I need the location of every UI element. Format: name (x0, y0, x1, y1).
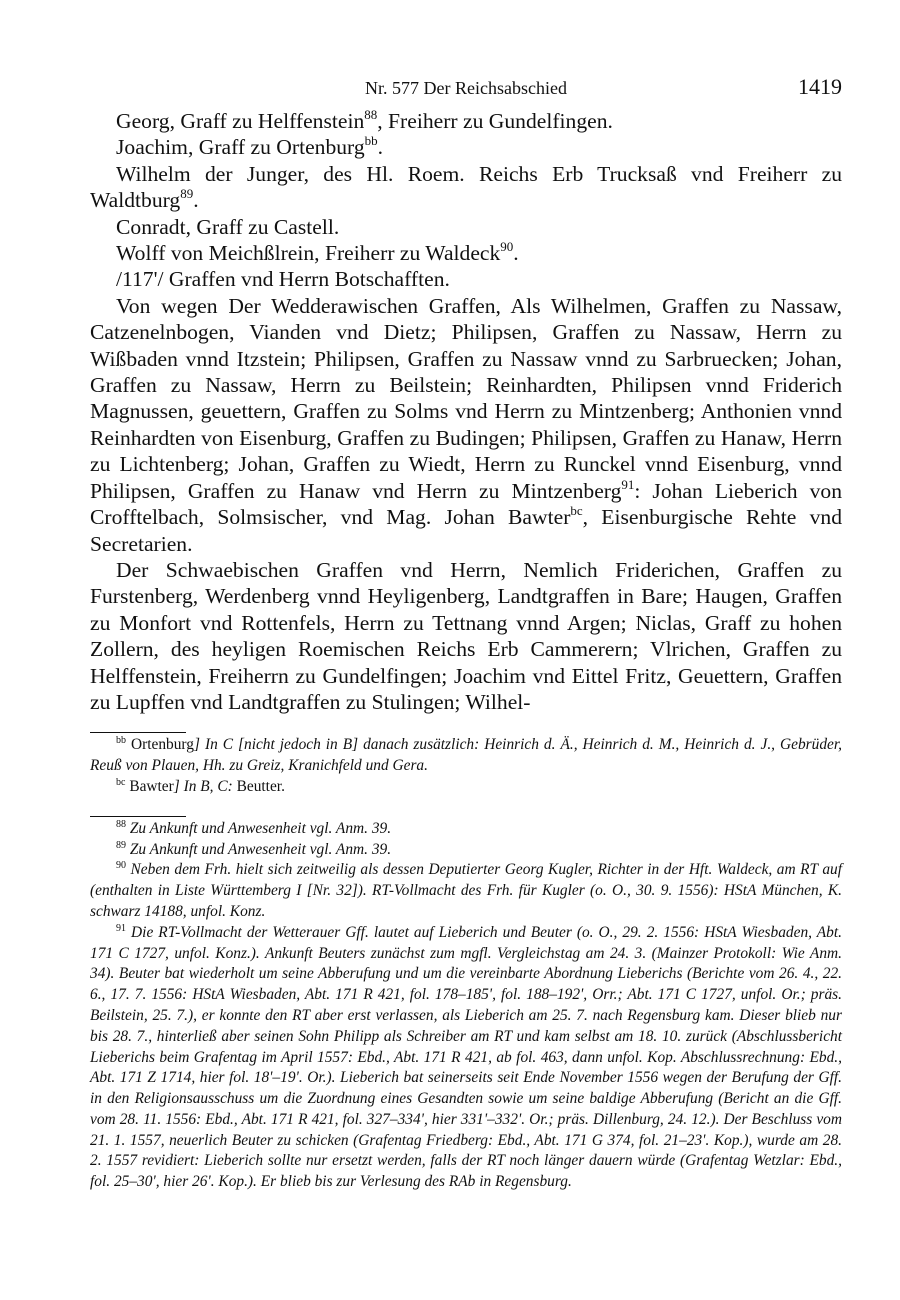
textual-notes (90, 735, 842, 797)
footnote-ref: bb (364, 133, 378, 149)
body-paragraph (90, 240, 842, 266)
note-text: ] In C [nicht jedoch in B] danach zusätzlich: Heinrich d. Ä., Heinrich d. M., Heinrich d. J., Gebrüder, Reuß von Plauen, Hh. zu Greiz, Kranichfeld und Gera. (90, 736, 842, 775)
body-paragraph (90, 293, 842, 557)
footnote-ref: bc (570, 502, 583, 518)
body-paragraph (90, 161, 842, 214)
body-paragraph (90, 214, 842, 240)
footnotes (90, 819, 842, 1193)
text-run: . (377, 135, 384, 160)
text-run: /117'/ Graffen vnd Herrn Botschafften. (116, 267, 450, 292)
footnote-ref: 90 (500, 238, 514, 254)
footnote (90, 923, 842, 1193)
body-paragraph (90, 557, 842, 715)
running-header (90, 72, 842, 108)
footnote (90, 860, 842, 922)
textual-notes-rule (90, 732, 186, 733)
note-label: bb (116, 735, 126, 747)
note-lemma: Ortenburg (131, 736, 194, 754)
body-paragraph (90, 108, 842, 134)
text-run: , Eisenburgische Rehte vnd Secretarien. (90, 505, 842, 556)
running-title: Nr. 577 Der Reichsabschied (365, 78, 567, 98)
text-run: , Freiherr zu Gundelfingen. (377, 109, 613, 133)
note-lemma: Bawter (129, 777, 174, 795)
note-text: ] In B, C: (173, 777, 233, 795)
footnote-ref: 89 (180, 186, 194, 202)
footnote-ref: 91 (621, 476, 635, 492)
footnote-ref: 88 (364, 106, 378, 122)
textual-note (90, 777, 842, 798)
footnote-label: 88 (116, 818, 126, 830)
footnote-text: Zu Ankunft und Anwesenheit vgl. Anm. 39. (129, 840, 392, 858)
body-paragraph (90, 266, 842, 292)
text-run: Der Schwaebischen Graffen vnd Herrn, Nemlich Friderichen, Graffen zu Furstenberg, Werdenberg vnnd Heyligenberg, Landtgraffen in Bare; Haugen, Graffen zu Monfort vnd Rottenfels, Herrn zu Tettnang vnnd Argen; Niclas, Graff zu hohen Zollern, des heyligen Roemischen Reichs Erb Cammerern; Vlrichen, Graffen zu Helffenstein, Freiherrn zu Gundelfingen; Joachim vnd Eittel Fritz, Geuettern, Graffen zu Lupffen vnd Landtgraffen zu Stulingen; Wilhel- (90, 557, 842, 714)
footnotes-rule (90, 816, 186, 817)
footnote (90, 840, 842, 861)
text-run: Von wegen Der Wedderawischen Graffen, Als Wilhelmen, Graffen zu Nassaw, Catzenelnbogen, Vianden vnd Dietz; Philipsen, Graffen zu Nassaw, Herrn zu Wißbaden vnnd Itzstein; Philipsen, Graffen zu Nassaw vnnd zu Sarbruecken; Johan, Graffen zu Nassaw, Herrn zu Beilstein; Reinhardten, Philipsen vnnd Friderich Magnussen, geuettern, Graffen zu Solms vnd Herrn zu Mintzenberg; Anthonien vnnd Reinhardten von Eisenburg, Graffen zu Budingen; Philipsen, Graffen zu Hanaw, Herrn zu Lichtenberg; Johan, Graffen zu Wiedt, Herrn zu Runckel vnnd Eisenburg, vnnd Philipsen, Graffen zu Hanaw vnd Herrn zu Mintzenberg (90, 293, 842, 503)
page-number: 1419 (798, 74, 842, 99)
text-run: Wolff von Meichßlrein, Freiherr zu Waldeck (116, 241, 501, 266)
footnote-text: Zu Ankunft und Anwesenheit vgl. Anm. 39. (129, 819, 392, 837)
main-text (90, 108, 842, 715)
footnote-label: 91 (116, 922, 126, 934)
text-run: . (513, 241, 519, 266)
text-run: . (193, 188, 199, 213)
text-run: Conradt, Graff zu Castell. (116, 214, 340, 239)
text-run: : Johan Lieberich von Crofftelbach, Solmsischer, vnd Mag. Johan Bawter (90, 478, 842, 530)
footnote (90, 819, 842, 840)
body-paragraph (90, 134, 842, 160)
footnote-text: Die RT-Vollmacht der Wetterauer Gff. lautet auf Lieberich und Beuter (o. O., 29. 2. 1556: HStA Wiesbaden, Abt. 171 C 1727, unfol. Konz.). Ankunft Beuters zunächst zum mgfl. Vergleichstag am 24. 3. (Mainzer Protokoll: Wie Anm. 34). Beuter bat wiederholt um seine Abberufung und um die vereinbarte Abordnung Lieberichs (Berichte vom 26. 4., 22. 6., 17. 7. 1556: HStA Wiesbaden, Abt. 171 R 421, fol. 178–185', fol. 188–192', Orr.; Abt. 171 C 1727, unfol. Or.; präs. Beilstein, 25. 7.), er konnte den RT aber erst verlassen, als Lieberich am 25. 7. nach Regensburg kam. Dieser blieb nur bis 28. 7., hinterließ aber seinen Sohn Philipp als Schreiber am RT und kam selbst am 18. 10. zurück (Abschlussbericht Lieberichs beim Grafentag im April 1557: Ebd., Abt. 171 R 421, ab fol. 463, dann unfol. Kop. Abschlussrechnung: Ebd., Abt. 171 Z 1714, hier fol. 18'–19'. Or.). Lieberich bat seinerseits seit Ende November 1556 wegen der Berufung der Gff. in den Religionsausschuss um die Zuordnung eines Gesandten sowie um seine baldige Abberufung (Bericht an die Gff. vom 28. 11. 1556: Ebd., Abt. 171 R 421, fol. 327–334', hier 331'–332'. Or.; präs. Dillenburg, 24. 12.). Der Beschluss vom 21. 1. 1557, neuerlich Beuter zu schicken (Grafentag Friedberg: Ebd., Abt. 171 G 374, fol. 21–23'. Kop.), wurde am 28. 2. 1557 revidiert: Lieberich sollte nur ersetzt werden, falls der RT noch länger dauern würde (Grafentag Wetzlar: Ebd., fol. 25–30', hier 26'. Kop.). Er blieb bis zur Verlesung des RAb in Regensburg. (90, 923, 842, 1191)
footnote-text: Neben dem Frh. hielt sich zeitweilig als dessen Deputierter Georg Kugler, Richter in der Hft. Waldeck, am RT auf (enthalten in Liste Württemberg I [Nr. 32]). RT-Vollmacht des Frh. für Kugler (o. O., 30. 9. 1556): HStA München, K. schwarz 14188, unfol. Konz. (90, 861, 842, 920)
footnote-label: 89 (116, 839, 126, 851)
textual-note (90, 735, 842, 777)
note-label: bc (116, 776, 126, 788)
text-run: Joachim, Graff zu Ortenburg (116, 135, 365, 160)
footnote-label: 90 (116, 860, 126, 872)
text-run: Georg, Graff zu Helffenstein (116, 109, 365, 133)
text-run: Wilhelm der Junger, des Hl. Roem. Reichs Erb Trucksaß vnd Freiherr zu Waldtburg (90, 161, 842, 213)
note-reading: Beutter. (232, 777, 285, 795)
page (90, 72, 842, 1193)
